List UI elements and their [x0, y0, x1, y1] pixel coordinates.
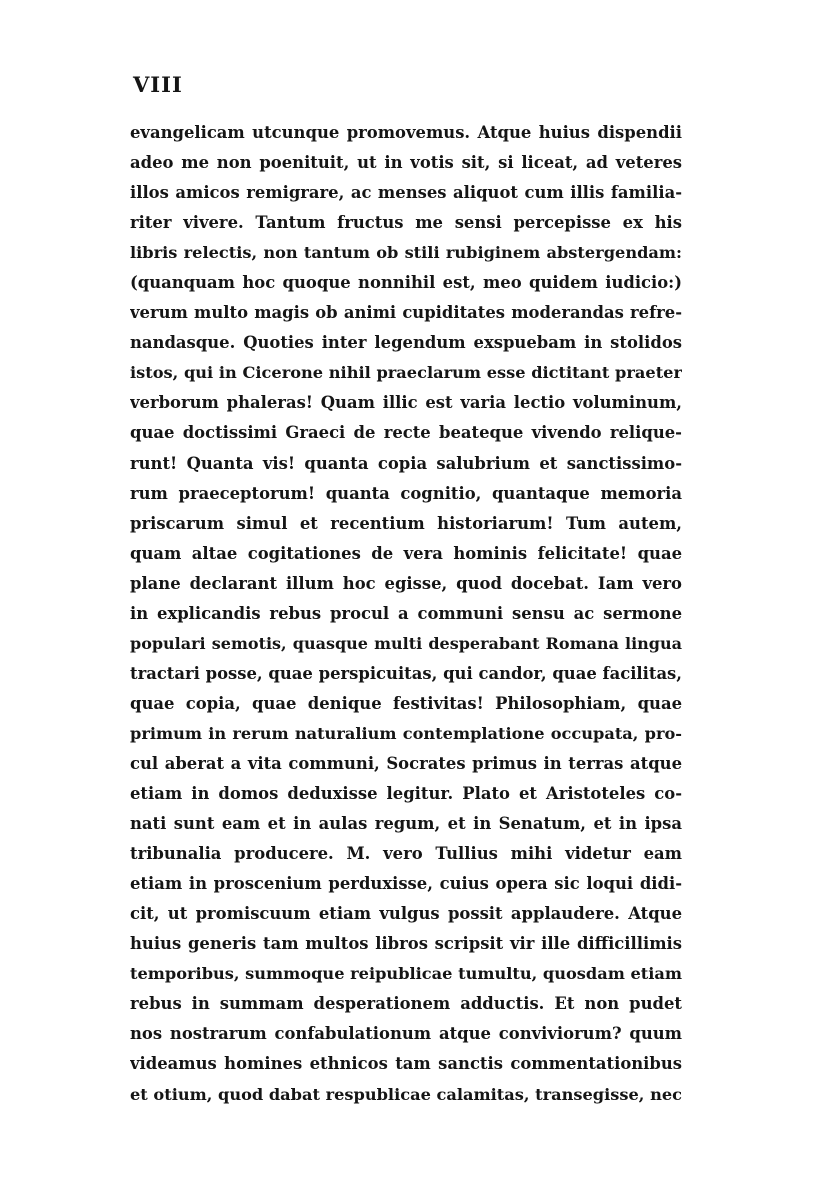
- text-line: nati sunt eam et in aulas regum, et in Senatum, et in ipsa: [130, 814, 682, 834]
- text-line: verum multo magis ob animi cupiditates moderandas refre-: [130, 303, 682, 323]
- text-line: quae copia, quae denique festivitas! Philosophiam, quae: [130, 693, 682, 713]
- text-line: plane declarant illum hoc egisse, quod docebat. Iam vero: [130, 573, 682, 593]
- text-line: cit, ut promiscuum etiam vulgus possit applaudere. Atque: [130, 904, 682, 924]
- text-line: evangelicam utcunque promovemus. Atque huius dispendii: [130, 123, 682, 142]
- text-line: in explicandis rebus procul a communi sensu ac sermone: [130, 603, 682, 623]
- text-line: primum in rerum naturalium contemplatione occupata, pro-: [130, 723, 682, 743]
- text-line: videamus homines ethnicos tam sanctis commentationibus: [130, 1054, 682, 1074]
- text-line: quae doctissimi Graeci de recte beateque vivendo relique-: [130, 423, 682, 443]
- text-line: illos amicos remigrare, ac menses aliquot cum illis familia-: [130, 183, 682, 203]
- page-number: VIII: [133, 72, 183, 97]
- text-line: nandasque. Quoties inter legendum exspuebam in stolidos: [130, 333, 682, 353]
- text-line: quam altae cogitationes de vera hominis felicitate! quae: [130, 543, 682, 563]
- text-line: runt! Quanta vis! quanta copia salubrium et sanctissimo-: [130, 453, 682, 473]
- text-line: riter vivere. Tantum fructus me sensi percepisse ex his: [130, 213, 682, 233]
- text-line: priscarum simul et recentium historiarum! Tum autem,: [130, 513, 682, 533]
- text-line: tractari posse, quae perspicuitas, qui candor, quae facilitas,: [130, 663, 682, 683]
- text-line: rum praeceptorum! quanta cognitio, quantaque memoria: [130, 483, 682, 503]
- text-line: (quanquam hoc quoque nonnihil est, meo quidem iudicio:): [130, 273, 682, 293]
- text-line: populari semotis, quasque multi desperabant Romana lingua: [130, 633, 682, 653]
- text-line: libris relectis, non tantum ob stili rubiginem abstergendam:: [130, 243, 682, 263]
- text-line: istos, qui in Cicerone nihil praeclarum esse dictitant praeter: [130, 363, 682, 383]
- text-line: tribunalia producere. M. vero Tullius mihi videtur eam: [130, 844, 682, 864]
- text-line: nos nostrarum confabulationum atque conviviorum? quum: [130, 1024, 682, 1044]
- text-line: adeo me non poenituit, ut in votis sit, si liceat, ad veteres: [130, 153, 682, 173]
- text-line: verborum phaleras! Quam illic est varia lectio voluminum,: [130, 393, 682, 413]
- text-line: cul aberat a vita communi, Socrates primus in terras atque: [130, 753, 682, 773]
- text-line: temporibus, summoque reipublicae tumultu, quosdam etiam: [130, 964, 682, 984]
- text-line: huius generis tam multos libros scripsit vir ille difficillimis: [130, 934, 682, 954]
- body-text: [130, 118, 682, 1110]
- text-line: rebus in summam desperationem adductis. Et non pudet: [130, 994, 682, 1014]
- text-line: etiam in domos deduxisse legitur. Plato et Aristoteles co-: [130, 784, 682, 804]
- text-line: etiam in proscenium perduxisse, cuius opera sic loqui didi-: [130, 874, 682, 894]
- text-line: et otium, quod dabat respublicae calamitas, transegisse, nec: [130, 1084, 682, 1104]
